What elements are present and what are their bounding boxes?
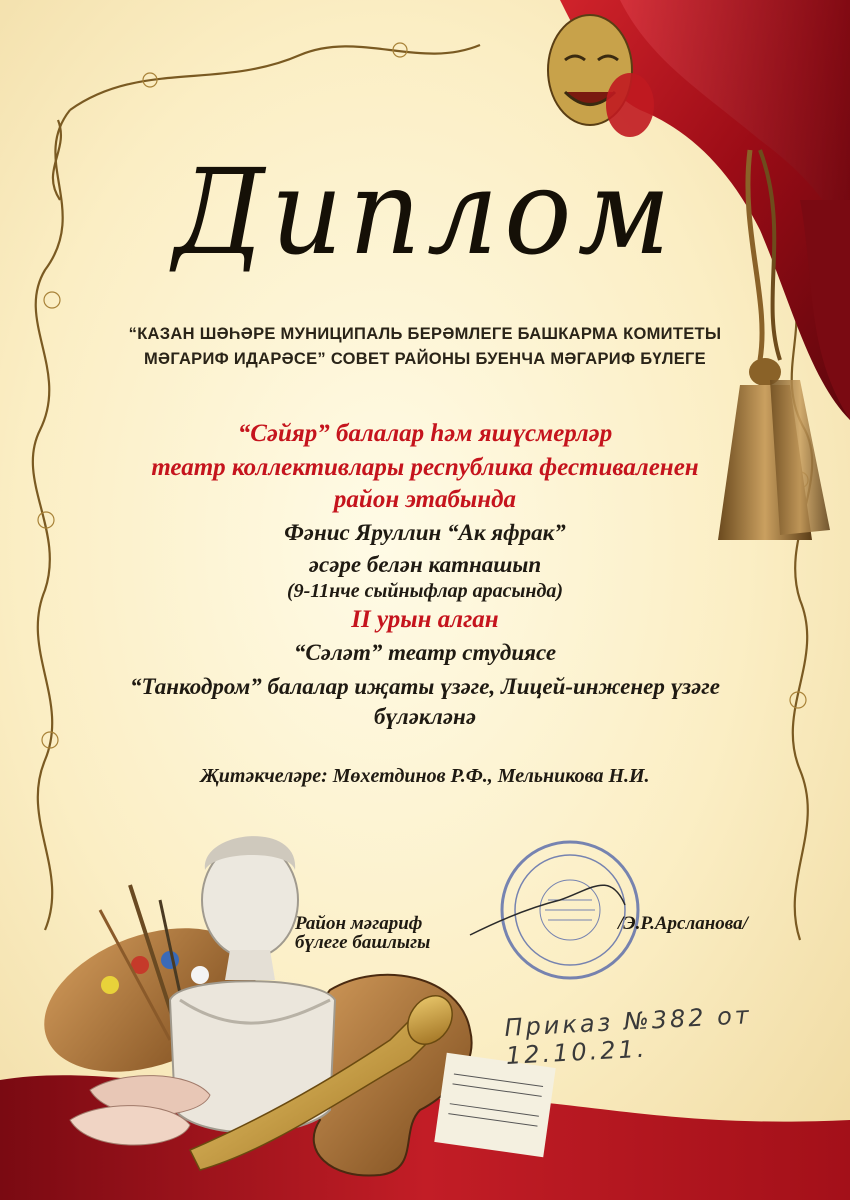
studio-name: “Сәләт” театр студиясе bbox=[293, 640, 557, 665]
grades-note: (9-11нче сыйныфлар арасында) bbox=[286, 580, 564, 602]
signatory-position-line-1: Район мәгариф bbox=[295, 913, 423, 934]
place-awarded: II урын алган bbox=[351, 606, 499, 633]
leaders-line: Җитәкчеләре: Мөхетдинов Р.Ф., Мельникова Н.И. bbox=[200, 765, 650, 787]
signatory-name: /Э.Р.Арсланова/ bbox=[618, 913, 748, 934]
signatory-position-line-2: бүлеге башлыгы bbox=[295, 932, 431, 953]
play-line-2: әсәре белән катнашып bbox=[308, 552, 542, 577]
festival-line-2: театр коллективлары республика фестиваленен bbox=[151, 454, 699, 481]
festival-line-3: район этабында bbox=[333, 486, 517, 513]
institution-line-1: “Танкодром” балалар иҗаты үзәге, Лицей-инженер үзәге bbox=[129, 674, 720, 699]
diploma-title: Диплом bbox=[173, 144, 677, 282]
organization-line-2: МӘГАРИФ ИДАРӘСЕ” СОВЕТ РАЙОНЫ БУЕНЧА МӘГАРИФ БҮЛЕГЕ bbox=[144, 350, 706, 368]
organization-line-1: “КАЗАН ШӘҺӘРЕ МУНИЦИПАЛЬ БЕРӘМЛЕГЕ БАШКАРМА КОМИТЕТЫ bbox=[128, 325, 722, 343]
play-line-1: Фәнис Яруллин “Ак яфрак” bbox=[284, 520, 566, 545]
festival-line-1: “Сәйяр” балалар һәм яшүсмерләр bbox=[237, 420, 613, 447]
institution-line-2: бүләкләнә bbox=[373, 704, 477, 729]
handwritten-order-note: Приказ №382 от 12.10.21. bbox=[503, 1001, 753, 1070]
